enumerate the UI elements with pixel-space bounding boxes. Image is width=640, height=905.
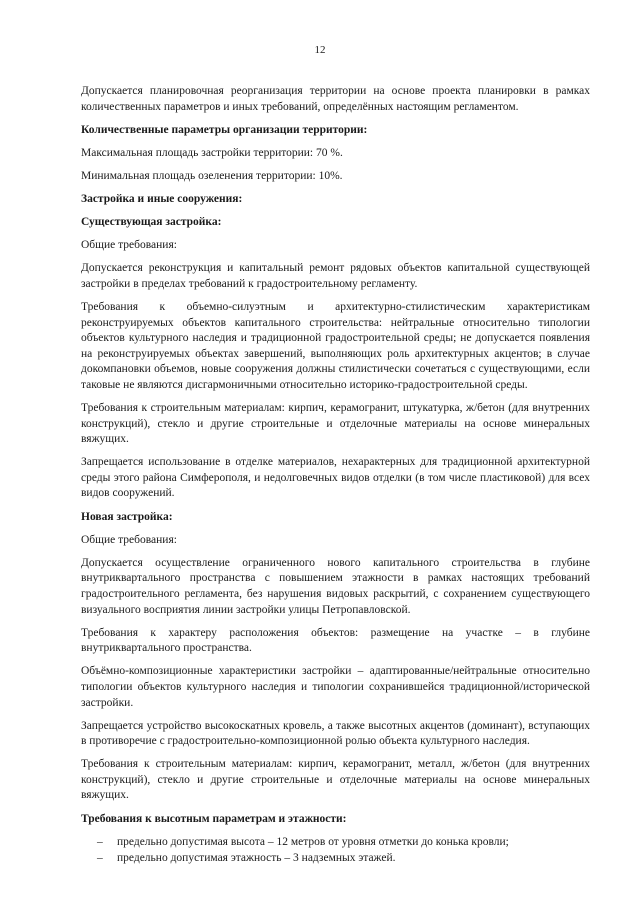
paragraph-materials-new: Требования к строительным материалам: кирпич, керамогранит, металл, ж/бетон (для внутренних конструкций), стекло и другие строительные и отделочные материалы на основе минеральных вяжущих. [81, 758, 590, 802]
text-general-requirements-1: Общие требования: [81, 239, 177, 252]
text-general-requirements-2: Общие требования: [81, 533, 177, 546]
paragraph-planning-reorganization: Допускается планировочная реорганизация территории на основе проекта планировки в рамках количественных параметров и иных требований, определённых настоящим регламентом. [81, 85, 590, 113]
heading-existing-buildings: Существующая застройка: [81, 216, 222, 229]
list-bullet: – [97, 852, 103, 865]
paragraph-volume-spatial-requirements: Требования к объемно-силуэтным и архитектурно-стилистическим характеристикам реконструируемых объектов капитального строительства: нейтральные относительно типологии объектов культурного наследия и традиционной градостроительной среды; не допускается появления на реконструируемых объектах завершений, выполняющих роль архитектурных акцентов; в случае докомпановки объемов, новые сооружения должны стилистически сочетаться с существующими, если таковые не являются дисгармоничными относительно историко-градостроительной среды. [81, 300, 590, 391]
page-number: 12 [314, 44, 326, 56]
paragraph-roof-prohibition: Запрещается устройство высокоскатных кровель, а также высотных акцентов (доминант), вступающих в противоречие с градостроительно-композиционной ролью объекта культурного наследия. [81, 719, 590, 748]
paragraph-placement-requirements: Требования к характеру расположения объектов: размещение на участке – в глубине внутриквартального пространства. [81, 626, 590, 655]
height-requirements-list [81, 835, 590, 867]
paragraph-materials-existing: Требования к строительным материалам: кирпич, керамогранит, штукатурка, ж/бетон (для внутренних конструкций), стекло и другие строительные и отделочные материалы на основе минеральных вяжущих. [81, 402, 590, 446]
document-body [81, 84, 590, 868]
text-min-green-area: Минимальная площадь озеленения территории: 10%. [81, 169, 343, 182]
list-item [81, 851, 590, 867]
list-bullet: – [97, 835, 103, 848]
list-item-text: предельно допустимая высота – 12 метров от уровня отметки до конька кровли; [117, 835, 509, 848]
heading-new-buildings: Новая застройка: [81, 510, 173, 523]
paragraph-reconstruction-allowed: Допускается реконструкция и капитальный ремонт рядовых объектов капитальной существующей застройки в пределах требований к градостроительному регламенту. [81, 262, 590, 290]
list-item-text: предельно допустимая этажность – 3 надземных этажей. [117, 852, 396, 865]
heading-height-parameters: Требования к высотным параметрам и этажности: [81, 812, 347, 825]
paragraph-materials-prohibited: Запрещается использование в отделке материалов, нехарактерных для традиционной архитектурной среды этого района Симферополя, и недолговечных видов отделки (в том числе пластиковой) для всех видов сооружений. [81, 456, 590, 500]
text-max-built-area: Максимальная площадь застройки территории: 70 %. [81, 146, 343, 159]
paragraph-new-construction-allowed: Допускается осуществление ограниченного нового капитального строительства в глубине внутриквартального пространства с повышением этажности в рамках настоящих требований градостроительного регламента, без нарушения видовых раскрытий, с сохранением существующего визуального восприятия линии застройки улицы Петропавловской. [81, 556, 590, 616]
heading-quantitative-parameters: Количественные параметры организации территории: [81, 123, 368, 136]
paragraph-volume-composition: Объёмно-композиционные характеристики застройки – адаптированные/нейтральные относительно типологии объектов культурного наследия и типологии сохранившейся традиционной/исторической застройки. [81, 665, 590, 709]
heading-buildings-structures: Застройка и иные сооружения: [81, 192, 243, 205]
list-item [81, 835, 590, 851]
